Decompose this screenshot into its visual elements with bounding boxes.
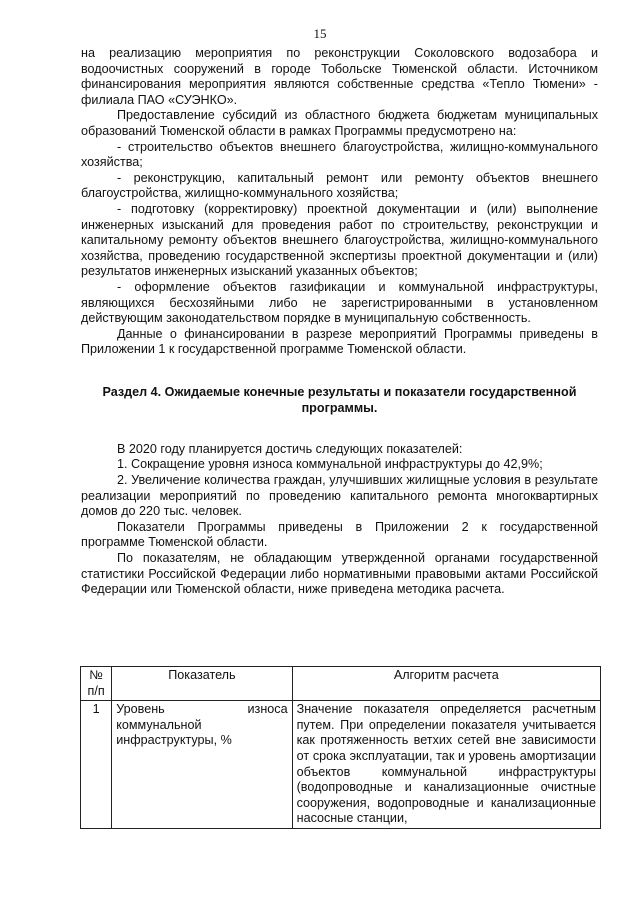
table-row [81,701,601,829]
paragraph: 2. Увеличение количества граждан, улучшивших жилищные условия в результате реализации мероприятий по проведению капитального ремонта многоквартирных домов до 220 тыс. человек. [81,473,598,519]
paragraph: Данные о финансировании в разрезе мероприятий Программы приведены в Приложении 1 к государственной программе Тюменской области. [81,326,598,357]
page-number: 15 [313,26,327,41]
cell-algorithm: Значение показателя определяется расчетным путем. При определении показателя учитывается как протяженность ветхих сетей вне зависимости от срока эксплуатации, так и уровень амортизации объектов коммунальной инфраструктуры (водопроводные и канализационные очистные сооружения, водопроводные и канализационные насосные станции, [292,701,600,829]
paragraph: По показателям, не обладающим утвержденной органами государственной статистики Российской Федерации либо нормативными правовыми актами Российской Федерации или Тюменской области, ниже приведена методика расчета. [81,551,598,597]
list-item: - оформление объектов газификации и коммунальной инфраструктуры, являющихся бесхозяйными либо не зарегистрированными в установленном действующим законодательством порядке в муниципальную собственность. [81,279,598,326]
list-item: - реконструкцию, капитальный ремонт или ремонту объектов внешнего благоустройства, жилищно-коммунального хозяйства; [81,170,598,201]
paragraph: на реализацию мероприятия по реконструкции Соколовского водозабора и водоочистных сооружений в городе Тобольске Тюменской области. Источником финансирования мероприятия являются собственные средства «Тепло Тюмени» - филиала ПАО «СУЭНКО». [81,46,598,107]
header-num: № п/п [81,667,112,701]
cell-num: 1 [81,701,112,829]
paragraph: Показатели Программы приведены в Приложении 2 к государственной программе Тюменской области. [81,519,598,550]
list-item: - подготовку (корректировку) проектной документации и (или) выполнение инженерных изысканий для проведения работ по строительству, реконструкции и капитальному ремонту объектов внешнего благоустройства, жилищно-коммунального хозяйства, проведению государственной экспертизы проектной документации и (или) результатов инженерных изысканий указанных объектов; [81,201,598,279]
list-item: - строительство объектов внешнего благоустройства, жилищно-коммунального хозяйства; [81,139,598,170]
paragraph: В 2020 году планируется достичь следующих показателей: [117,441,463,456]
section-heading: Раздел 4. Ожидаемые конечные результаты и показатели государственной программы. [102,384,577,415]
paragraph: Предоставление субсидий из областного бюджета бюджетам муниципальных образований Тюменской области в рамках Программы предусмотрено на: [81,108,598,138]
paragraph: 1. Сокращение уровня износа коммунальной инфраструктуры до 42,9%; [117,457,543,472]
header-indicator: Показатель [112,667,292,701]
indicators-table [80,666,601,829]
header-algorithm: Алгоритм расчета [292,667,600,701]
cell-indicator: Уровень износа коммунальной инфраструктуры, % [112,701,292,829]
table-header-row [81,667,601,701]
body-text [81,46,598,598]
